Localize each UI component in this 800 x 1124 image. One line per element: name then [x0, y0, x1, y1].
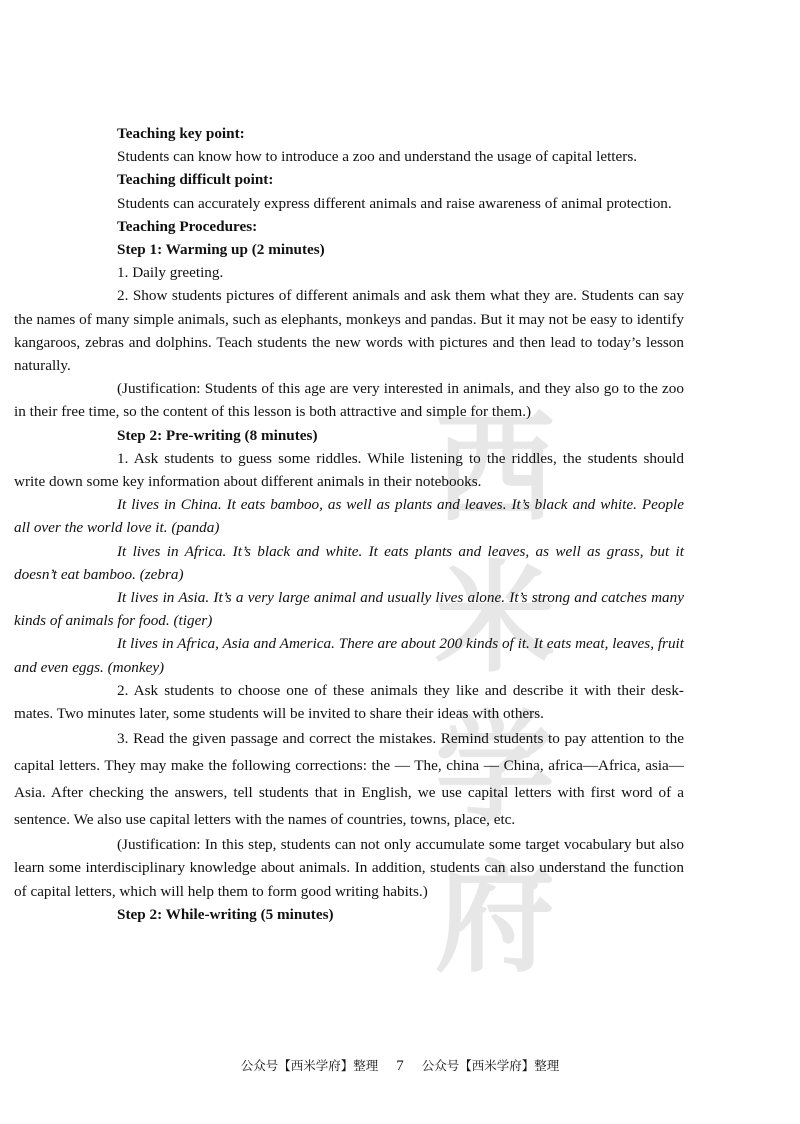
riddle-tiger: It lives in Asia. It’s a very large animal and usually lives alone. It’s strong and catches many kinds of animals for food. (tiger) [14, 589, 684, 630]
step2-item3: 3. Read the given passage and correct the mistakes. Remind students to pay attention to the capital letters. They may make the following corrections: the — The, china — China, africa—Africa, asia—Asia. After checking the answers, tell students that in English, we use capital letters with first word of a sentence. We also use capital letters with the names of countries, towns, place, etc. [14, 730, 684, 829]
riddle-zebra: It lives in Africa. It’s black and white. It eats plants and leaves, as well as grass, but it doesn’t eat bamboo. (zebra) [14, 542, 684, 583]
footer-left-text: 公众号【西米学府】整理 [240, 1058, 379, 1073]
riddle-monkey: It lives in Africa, Asia and America. There are about 200 kinds of it. It eats meat, leaves, fruit and even eggs. (monkey) [14, 635, 684, 676]
step3-title: Step 2: While-writing (5 minutes) [117, 905, 334, 923]
heading-difficult-point: Teaching difficult point: [117, 171, 274, 189]
riddle-panda: It lives in China. It eats bamboo, as well as plants and leaves. It’s black and white. People all over the world love it. (panda) [14, 496, 684, 537]
page-number: 7 [396, 1058, 404, 1074]
justification-label: (Justification: [117, 836, 201, 854]
heading-key-point: Teaching key point: [117, 125, 245, 142]
step1-item2: 2. Show students pictures of different animals and ask them what they are. Students can say the names of many simple animals, such as elephants, monkeys and pandas. But it may not be easy to identify kangaroos, zebras and dolphins. Teach students the new words with pictures and then lead to today’s lesson naturally. [14, 287, 684, 375]
step1-item1: 1. Daily greeting. [117, 264, 224, 282]
step2-item2: 2. Ask students to choose one of these animals they like and describe it with their desk-mates. Two minutes later, some students will be invited to share their ideas with others. [14, 681, 684, 723]
justification-text: In this step, students can not only accumulate some target vocabulary but also learn some interdisciplinary knowledge about animals. In addition, students can also understand the function of capital letters, which will help them to form good writing habits.) [14, 836, 684, 900]
step2-item1: 1. Ask students to guess some riddles. While listening to the riddles, the students should write down some key information about different animals in their notebooks. [14, 449, 684, 491]
justification-label: (Justification: [117, 380, 201, 398]
step1-title: Step 1: Warming up (2 minutes) [117, 241, 325, 259]
justification-text: Students of this age are very interested in animals, and they also go to the zoo in their free time, so the content of this lesson is both attractive and simple for them.) [14, 380, 684, 421]
main-content [14, 122, 684, 989]
footer-right-text: 公众号【西米学府】整理 [421, 1058, 560, 1073]
difficult-point-text: Students can accurately express different animals and raise awareness of animal protection. [117, 194, 672, 212]
step2-justification [14, 833, 684, 903]
page-footer [0, 1054, 800, 1078]
step1-justification [14, 377, 684, 423]
step2-title: Step 2: Pre-writing (8 minutes) [117, 426, 318, 444]
heading-procedures: Teaching Procedures: [117, 217, 258, 235]
key-point-text: Students can know how to introduce a zoo and understand the usage of capital letters. [117, 148, 638, 166]
watermark: 西米 学府 [435, 400, 555, 989]
